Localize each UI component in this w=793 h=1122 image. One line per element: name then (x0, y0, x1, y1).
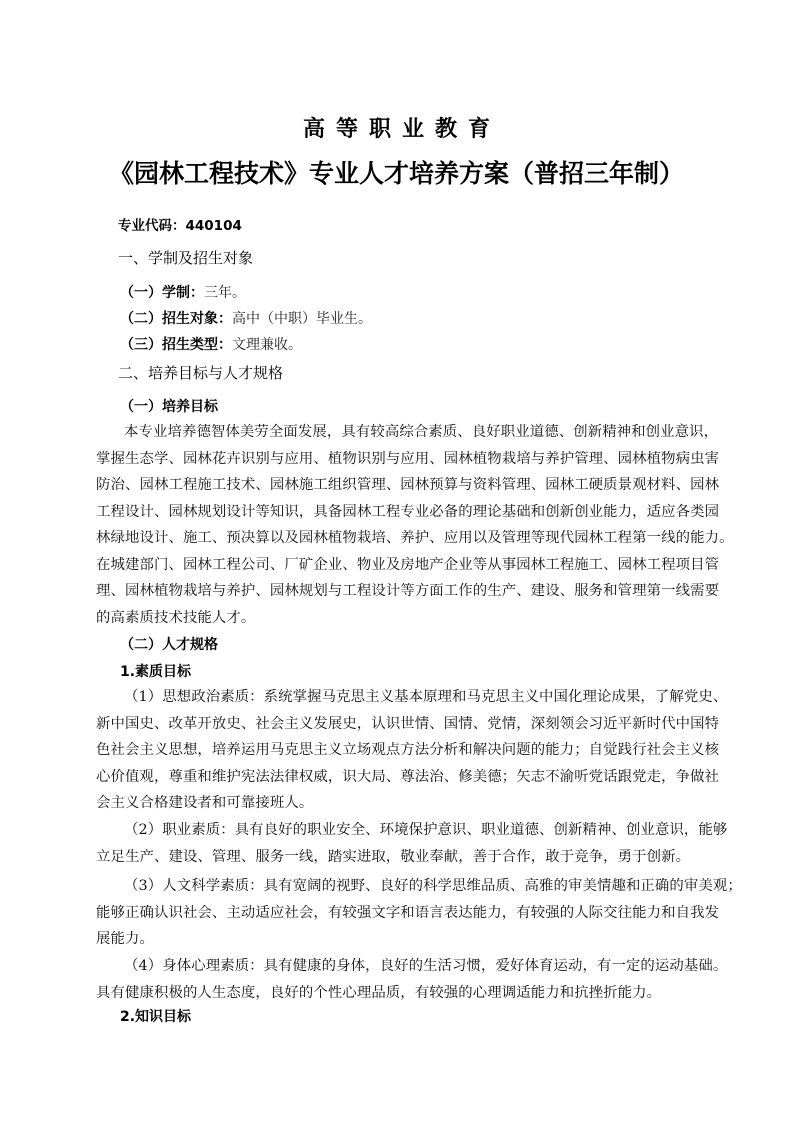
paragraph-line: 的高素质技术技能人才。 (96, 609, 256, 626)
section1-item-enrollment-type (120, 334, 302, 354)
paragraph-line: 新中国史、改革开放史、社会主义发展史，认识世情、国情、党情，深刻领会习近平新时代中国特 (96, 715, 720, 732)
paragraph-line: 会主义合格建设者和可靠接班人。 (96, 795, 314, 811)
quality-item-professional (96, 817, 728, 870)
item-value: 高中（中职）毕业生。 (232, 311, 372, 327)
knowledge-goals-heading: 2.知识目标 (120, 1009, 192, 1025)
major-code-value: 440104 (185, 218, 242, 234)
paragraph-line: 掌握生态学、园林花卉识别与应用、植物识别与应用、园林植物栽培与养护管理、园林植物病虫害 (96, 450, 720, 467)
quality-goals-heading: 1.素质目标 (120, 664, 192, 680)
item-label: （二）招生对象： (120, 311, 232, 327)
item-value: 三年。 (204, 285, 246, 301)
section2-sub2-heading: （二）人才规格 (120, 637, 218, 653)
training-goal-paragraph (96, 419, 734, 631)
paragraph-line: （3）人文科学素质：具有宽阔的视野、良好的科学思维品质、高雅的审美情趣和正确的审美观； (124, 878, 742, 894)
paragraph-line: 在城建部门、园林工程公司、厂矿企业、物业及房地产企业等从事园林工程施工、园林工程项目管 (96, 556, 720, 573)
item-value: 文理兼收。 (232, 337, 302, 353)
paragraph-line: （4）身体心理素质：具有健康的身体，良好的生活习惯，爱好体育运动，有一定的运动基础。 (124, 958, 728, 974)
section2-sub1-heading: （一）培养目标 (120, 399, 218, 415)
paragraph-line: 具有健康积极的人生态度，良好的个性心理品质，有较强的心理调适能力和抗挫折能力。 (96, 984, 662, 1001)
section1-item-enrollment-target (120, 308, 372, 328)
paragraph-line: 工程设计、园林规划设计等知识，具备园林工程专业必备的理论基础和创新创业能力，适应各类园 (96, 503, 720, 520)
paragraph-line: （1）思想政治素质：系统掌握马克思主义基本原理和马克思主义中国化理论成果，了解党史、 (124, 689, 728, 705)
paragraph-line: 立足生产、建设、管理、服务一线，踏实进取，敬业奉献，善于合作，敢于竞争，勇于创新。 (96, 848, 691, 865)
paragraph-line: 能够正确认识社会、主动适应社会，有较强文字和语言表达能力，有较强的人际交往能力和自我发 (96, 904, 720, 921)
section2-heading: 二、培养目标与人才规格 (118, 364, 284, 382)
major-code (118, 214, 242, 234)
paragraph-line: 本专业培养德智体美劳全面发展，具有较高综合素质、良好职业道德、创新精神和创业意识， (124, 424, 719, 440)
section1-item-duration (120, 282, 246, 302)
paragraph-line: 色社会主义思想，培养运用马克思主义立场观点方法分析和解决问题的能力；自觉践行社会主义核 (96, 742, 720, 758)
paragraph-line: 理、园林植物栽培与养护、园林规划与工程设计等方面工作的生产、建设、服务和管理第一线需要 (96, 583, 720, 599)
major-code-label: 专业代码： (118, 218, 186, 234)
document-title: 《园林工程技术》专业人才培养方案（普招三年制） (108, 159, 684, 188)
paragraph-line: 防治、园林工程施工技术、园林施工组织管理、园林预算与资料管理、园林工硬质景观材料、园林 (96, 477, 720, 493)
paragraph-line: 展能力。 (96, 931, 154, 947)
paragraph-line: （2）职业素质：具有良好的职业安全、环境保护意识、职业道德、创新精神、创业意识，能够 (124, 822, 728, 838)
quality-item-physical-mental (96, 953, 728, 1006)
item-label: （一）学制： (120, 285, 204, 301)
paragraph-line: 心价值观，尊重和维护宪法法律权威，识大局、尊法治、修美德；矢志不渝听党话跟党走，争做社 (96, 768, 720, 785)
document-header-institution: 高等职业教育 (302, 117, 501, 142)
item-label: （三）招生类型： (120, 337, 232, 353)
section1-heading: 一、学制及招生对象 (118, 249, 254, 267)
paragraph-line: 林绿地设计、施工、预决算以及园林植物栽培、养护、应用以及管理等现代园林工程第一线的能力。 (96, 530, 734, 546)
quality-item-humanities (96, 873, 742, 953)
quality-item-political (96, 684, 728, 817)
